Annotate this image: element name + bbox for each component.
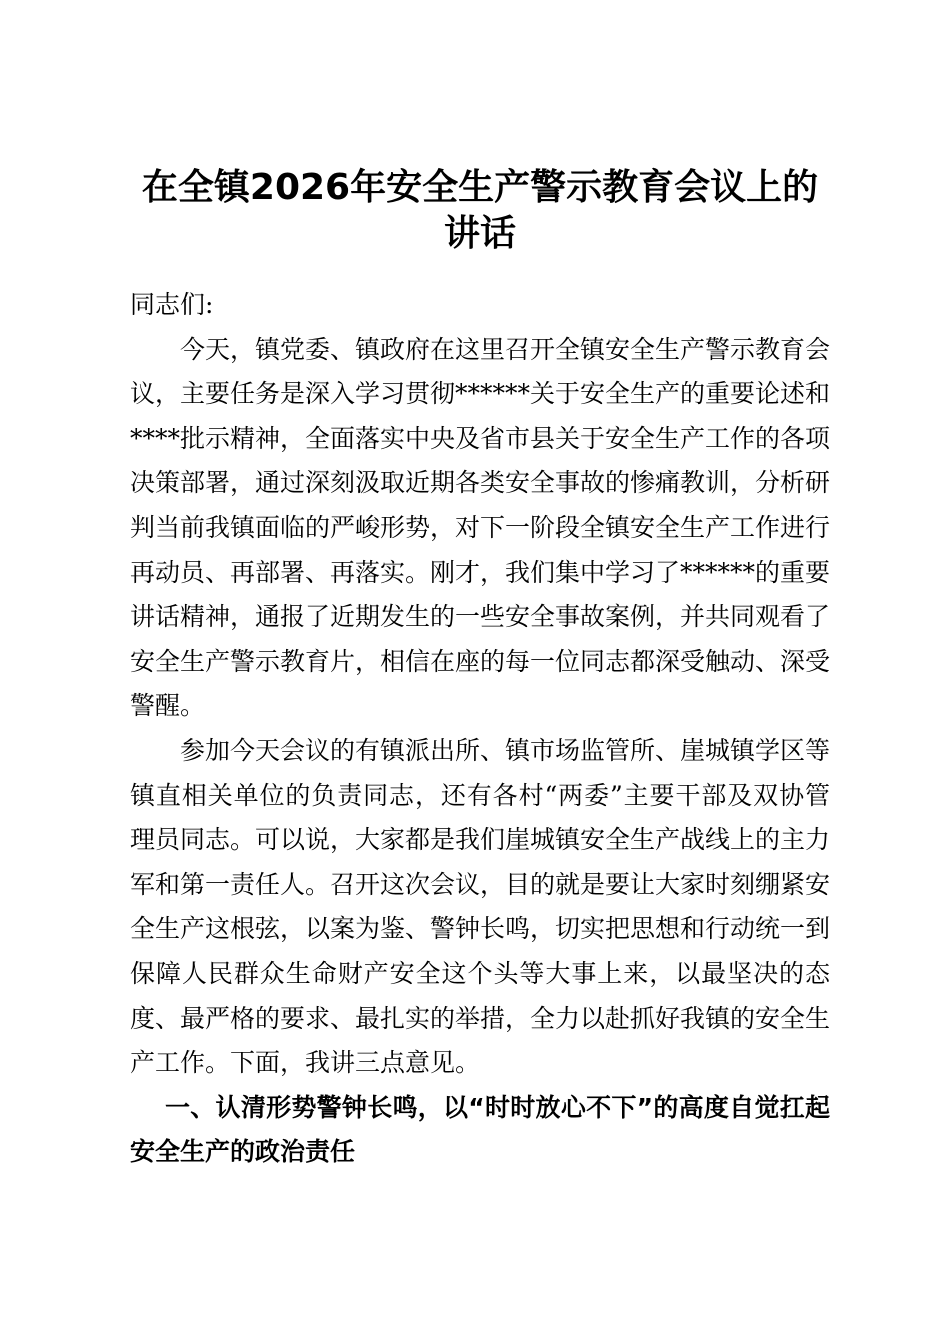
body-paragraph-1: 今天，镇党委、镇政府在这里召开全镇安全生产警示教育会议，主要任务是深入学习贯彻******关于安全生产的重要论述和****批示精神，全面落实中央及省市县关于安全生产工作的各项决策部署，通过深刻汲取近期各类安全事故的惨痛教训，分析研判当前我镇面临的严峻形势，对下一阶段全镇安全生产工作进行再动员、再部署、再落实。刚才，我们集中学习了******的重要讲话精神，通报了近期发生的一些安全事故案例，并共同观看了安全生产警示教育片，相信在座的每一位同志都深受触动、深受警醒。: [130, 334, 831, 721]
document-page: [130, 165, 830, 1175]
document-title: 在全镇2026年安全生产警示教育会议上的讲话: [141, 167, 819, 254]
salutation: 同志们:: [130, 290, 214, 319]
section-heading-1: 一、认清形势警钟长鸣，以“时时放心不下”的高度自觉扛起安全生产的政治责任: [130, 1092, 830, 1167]
body-paragraph-2: 参加今天会议的有镇派出所、镇市场监管所、崖城镇学区等镇直相关单位的负责同志，还有各村“两委”主要干部及双协管理员同志。可以说，大家都是我们崖城镇安全生产战线上的主力军和第一责任人。召开这次会议，目的就是要让大家时刻绷紧安全生产这根弦，以案为鉴、警钟长鸣，切实把思想和行动统一到保障人民群众生命财产安全这个头等大事上来，以最坚决的态度、最严格的要求、最扎实的举措，全力以赴抓好我镇的安全生产工作。下面，我讲三点意见。: [130, 735, 831, 1078]
